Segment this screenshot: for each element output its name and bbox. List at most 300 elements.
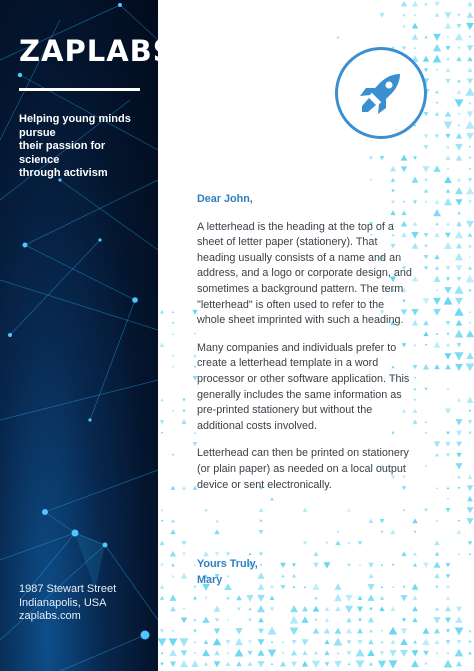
pattern-triangle: [401, 551, 406, 556]
pattern-triangle: [423, 364, 429, 370]
pattern-triangle: [381, 586, 384, 588]
pattern-triangle: [204, 597, 207, 600]
pattern-triangle: [390, 166, 396, 171]
pattern-triangle: [412, 606, 418, 611]
pattern-triangle: [436, 652, 439, 654]
pattern-triangle: [466, 352, 473, 359]
pattern-triangle: [270, 607, 275, 611]
pattern-triangle: [357, 640, 362, 645]
pattern-triangle: [435, 586, 438, 589]
pattern-triangle: [169, 649, 177, 656]
pattern-triangle: [204, 640, 209, 644]
pattern-triangle: [445, 23, 452, 29]
pattern-triangle: [423, 628, 430, 634]
pattern-triangle: [259, 530, 264, 534]
brand-name: ZAPLABS: [19, 34, 175, 68]
pattern-triangle: [194, 652, 197, 654]
pattern-triangle: [466, 363, 474, 371]
pattern-triangle: [466, 396, 473, 402]
pattern-triangle: [446, 563, 451, 567]
pattern-triangle: [436, 333, 439, 335]
pattern-triangle: [325, 542, 329, 545]
pattern-triangle: [413, 399, 416, 402]
pattern-triangle: [445, 508, 450, 513]
pattern-triangle: [302, 606, 308, 611]
street-address: 1987 Stewart Street: [19, 583, 117, 595]
pattern-triangle: [444, 121, 453, 129]
rocket-icon: [356, 68, 406, 118]
pattern-triangle: [270, 596, 275, 600]
pattern-triangle: [447, 168, 450, 170]
pattern-triangle: [434, 628, 440, 633]
pattern-triangle: [424, 245, 427, 248]
pattern-triangle: [194, 564, 196, 566]
pattern-triangle: [466, 187, 474, 194]
pattern-triangle: [456, 431, 462, 436]
pattern-triangle: [225, 640, 230, 645]
pattern-triangle: [171, 574, 174, 577]
pattern-triangle: [433, 298, 441, 305]
pattern-triangle: [214, 650, 220, 655]
pattern-triangle: [446, 46, 451, 50]
pattern-triangle: [389, 660, 398, 668]
pattern-triangle: [369, 608, 372, 611]
pattern-triangle: [467, 111, 474, 117]
pattern-triangle: [468, 233, 472, 237]
pattern-triangle: [466, 330, 474, 337]
pattern-triangle: [424, 663, 427, 666]
pattern-triangle: [169, 638, 178, 646]
pattern-triangle: [466, 507, 473, 513]
pattern-triangle: [455, 364, 463, 371]
pattern-triangle: [413, 377, 416, 380]
pattern-triangle: [457, 79, 460, 82]
pattern-triangle: [160, 629, 165, 633]
pattern-triangle: [214, 529, 219, 534]
pattern-triangle: [424, 233, 429, 237]
pattern-triangle: [391, 178, 396, 182]
pattern-triangle: [457, 178, 461, 181]
pattern-triangle: [436, 102, 439, 105]
pattern-triangle: [267, 626, 276, 634]
pattern-triangle: [412, 617, 417, 622]
pattern-triangle: [456, 199, 463, 205]
pattern-triangle: [446, 333, 449, 336]
pattern-triangle: [436, 69, 439, 71]
pattern-triangle: [424, 179, 427, 182]
pattern-triangle: [434, 232, 439, 237]
pattern-triangle: [434, 573, 439, 578]
pattern-triangle: [368, 563, 374, 568]
pattern-triangle: [227, 652, 229, 654]
pattern-triangle: [181, 419, 186, 424]
pattern-triangle: [435, 90, 438, 93]
paragraph: Many companies and individuals prefer to create a letterhead template in a word processor or other software application. This generally includes the same information as pre-printed stationery but without the additional costs involved.: [197, 341, 410, 432]
pattern-triangle: [381, 641, 384, 644]
pattern-triangle: [435, 552, 439, 556]
pattern-triangle: [455, 628, 464, 636]
website-link[interactable]: zaplabs.com: [19, 610, 81, 622]
pattern-triangle: [425, 344, 427, 346]
pattern-triangle: [335, 606, 340, 611]
pattern-triangle: [413, 640, 417, 643]
pattern-triangle: [337, 36, 340, 39]
pattern-triangle: [455, 330, 464, 338]
pattern-triangle: [423, 320, 429, 325]
pattern-triangle: [380, 156, 385, 160]
pattern-triangle: [446, 266, 450, 270]
pattern-triangle: [182, 553, 186, 556]
pattern-triangle: [315, 619, 318, 622]
pattern-triangle: [468, 541, 472, 545]
pattern-triangle: [434, 342, 441, 348]
pattern-triangle: [413, 552, 417, 556]
pattern-triangle: [381, 564, 384, 566]
pattern-triangle: [423, 563, 429, 568]
pattern-triangle: [369, 179, 372, 182]
pattern-triangle: [172, 630, 175, 632]
pattern-triangle: [325, 607, 329, 611]
pattern-triangle: [160, 310, 164, 314]
pattern-triangle: [367, 649, 374, 656]
pattern-triangle: [203, 551, 209, 556]
pattern-triangle: [455, 616, 462, 622]
pattern-triangle: [248, 607, 251, 610]
pattern-triangle: [424, 68, 428, 72]
pattern-triangle: [304, 586, 306, 588]
pattern-triangle: [433, 309, 441, 316]
pattern-triangle: [411, 309, 418, 316]
pattern-triangle: [425, 465, 428, 468]
pattern-triangle: [457, 211, 460, 214]
pattern-triangle: [466, 221, 474, 228]
pattern-triangle: [457, 90, 461, 94]
pattern-triangle: [402, 13, 405, 16]
pattern-triangle: [193, 630, 196, 633]
pattern-triangle: [346, 651, 351, 656]
pattern-triangle: [356, 649, 365, 657]
pattern-triangle: [458, 113, 460, 115]
pattern-triangle: [160, 420, 164, 424]
pattern-triangle: [172, 355, 175, 358]
pattern-triangle: [468, 178, 473, 182]
pattern-triangle: [445, 79, 450, 84]
pattern-triangle: [466, 11, 473, 17]
pattern-triangle: [444, 12, 451, 18]
pattern-triangle: [445, 134, 450, 139]
pattern-triangle: [346, 628, 352, 634]
paragraph: A letterhead is the heading at the top of a sheet of letter paper (stationery). That heading usually consists of a name and an address, and a logo or corporate design, and sometimes a background pattern. The term "letterhead" is often used to refer to the whole sheet imprinted with such a heading.: [197, 220, 412, 327]
pattern-triangle: [158, 638, 167, 646]
tagline: [19, 113, 149, 181]
pattern-triangle: [413, 596, 418, 600]
pattern-triangle: [369, 519, 374, 523]
pattern-triangle: [170, 529, 175, 534]
pattern-triangle: [458, 553, 460, 555]
pattern-triangle: [412, 650, 419, 656]
pattern-triangle: [423, 145, 428, 150]
pattern-triangle: [467, 56, 473, 61]
pattern-triangle: [346, 617, 351, 622]
pattern-triangle: [171, 486, 175, 490]
pattern-triangle: [465, 87, 474, 95]
letter-body: [197, 192, 412, 505]
pattern-triangle: [467, 45, 474, 51]
pattern-triangle: [235, 628, 242, 635]
pattern-triangle: [455, 144, 463, 151]
pattern-triangle: [467, 485, 474, 491]
pattern-triangle: [301, 639, 308, 645]
pattern-triangle: [436, 289, 439, 291]
pattern-triangle: [402, 46, 406, 50]
pattern-triangle: [454, 307, 463, 315]
city-country: Indianapolis, USA: [19, 596, 107, 609]
pattern-triangle: [236, 661, 242, 666]
pattern-triangle: [389, 627, 398, 635]
tagline-line: science: [19, 153, 60, 166]
pattern-triangle: [280, 585, 285, 590]
pattern-triangle: [172, 322, 174, 324]
pattern-triangle: [424, 2, 428, 5]
pattern-triangle: [367, 594, 374, 600]
pattern-triangle: [324, 628, 330, 634]
pattern-triangle: [181, 650, 187, 656]
pattern-triangle: [445, 111, 452, 117]
pattern-triangle: [455, 419, 462, 425]
pattern-triangle: [172, 410, 175, 412]
pattern-triangle: [334, 594, 342, 601]
pattern-triangle: [204, 662, 208, 665]
pattern-triangle: [446, 321, 451, 325]
pattern-triangle: [314, 596, 318, 599]
pattern-triangle: [202, 649, 210, 656]
pattern-triangle: [414, 47, 416, 49]
pattern-triangle: [445, 606, 451, 611]
pattern-triangle: [458, 520, 461, 522]
pattern-triangle: [303, 508, 308, 512]
pattern-triangle: [457, 277, 462, 281]
pattern-triangle: [457, 343, 462, 347]
pattern-triangle: [303, 541, 307, 545]
pattern-triangle: [171, 519, 175, 522]
pattern-triangle: [290, 616, 299, 624]
pattern-triangle: [458, 487, 461, 489]
pattern-triangle: [468, 200, 472, 204]
pattern-triangle: [435, 200, 440, 204]
pattern-triangle: [358, 619, 362, 622]
pattern-triangle: [169, 594, 176, 600]
pattern-triangle: [446, 189, 450, 193]
pattern-triangle: [411, 232, 418, 239]
closing-block: [197, 557, 258, 588]
pattern-triangle: [368, 639, 374, 644]
pattern-triangle: [433, 275, 440, 281]
pattern-triangle: [455, 231, 463, 238]
pattern-triangle: [469, 553, 471, 555]
pattern-triangle: [226, 662, 231, 666]
pattern-triangle: [161, 520, 164, 522]
pattern-triangle: [292, 640, 297, 644]
pattern-triangle: [271, 663, 274, 665]
pattern-triangle: [435, 13, 439, 17]
pattern-triangle: [456, 221, 461, 226]
pattern-triangle: [369, 157, 373, 160]
pattern-triangle: [434, 2, 440, 7]
pattern-triangle: [402, 24, 405, 27]
pattern-triangle: [424, 509, 428, 512]
pattern-triangle: [292, 574, 296, 577]
pattern-triangle: [335, 540, 340, 545]
pattern-triangle: [457, 398, 461, 402]
pattern-triangle: [412, 221, 417, 226]
pattern-triangle: [402, 618, 406, 622]
pattern-triangle: [454, 99, 463, 107]
pattern-triangle: [248, 618, 252, 621]
pattern-triangle: [400, 650, 408, 657]
pattern-triangle: [204, 508, 207, 511]
tagline-line: Helping young minds: [19, 113, 131, 125]
pattern-triangle: [434, 441, 441, 447]
pattern-triangle: [423, 56, 429, 62]
pattern-triangle: [180, 660, 188, 667]
pattern-triangle: [469, 168, 472, 170]
pattern-triangle: [390, 606, 395, 611]
pattern-triangle: [313, 628, 320, 634]
pattern-triangle: [181, 573, 187, 579]
tagline-line: through activism: [19, 167, 108, 179]
pattern-triangle: [436, 487, 439, 489]
pattern-triangle: [413, 200, 417, 204]
pattern-triangle: [258, 617, 264, 622]
pattern-triangle: [445, 618, 451, 623]
pattern-triangle: [172, 311, 174, 313]
pattern-triangle: [435, 266, 439, 270]
pattern-triangle: [357, 628, 363, 633]
pattern-triangle: [424, 266, 428, 270]
pattern-triangle: [456, 133, 462, 139]
pattern-triangle: [424, 255, 429, 259]
pattern-triangle: [446, 145, 450, 148]
pattern-triangle: [246, 595, 254, 602]
pattern-triangle: [455, 463, 462, 470]
pattern-triangle: [336, 651, 339, 654]
pattern-triangle: [391, 640, 396, 644]
pattern-triangle: [455, 298, 463, 305]
pattern-triangle: [160, 585, 165, 589]
pattern-triangle: [335, 628, 342, 634]
pattern-triangle: [280, 661, 286, 666]
pattern-triangle: [446, 640, 450, 644]
pattern-triangle: [194, 366, 197, 368]
pattern-triangle: [170, 662, 176, 668]
pattern-triangle: [446, 453, 450, 457]
pattern-triangle: [445, 409, 451, 415]
pattern-triangle: [226, 552, 230, 556]
pattern-triangle: [433, 44, 441, 52]
pattern-triangle: [214, 606, 221, 612]
pattern-triangle: [268, 649, 277, 657]
pattern-triangle: [227, 619, 230, 621]
pattern-triangle: [414, 14, 417, 17]
pattern-triangle: [172, 333, 175, 335]
pattern-triangle: [468, 651, 472, 654]
pattern-triangle: [160, 596, 164, 600]
pattern-triangle: [414, 531, 417, 533]
pattern-triangle: [248, 640, 252, 644]
pattern-triangle: [260, 564, 262, 566]
pattern-triangle: [182, 410, 185, 413]
pattern-triangle: [400, 595, 407, 601]
pattern-triangle: [181, 618, 187, 624]
pattern-triangle: [469, 256, 472, 258]
pattern-triangle: [467, 67, 472, 72]
pattern-triangle: [170, 551, 176, 557]
paragraph: Letterhead can then be printed on stationery (or plain paper) as needed on a local output device or sent electronically.: [197, 447, 409, 491]
pattern-triangle: [455, 33, 463, 41]
pattern-triangle: [159, 540, 164, 545]
pattern-triangle: [369, 574, 374, 578]
pattern-triangle: [412, 1, 418, 7]
pattern-triangle: [389, 650, 396, 657]
pattern-triangle: [215, 618, 219, 622]
pattern-triangle: [457, 530, 462, 534]
pattern-triangle: [202, 616, 209, 622]
pattern-triangle: [456, 265, 463, 271]
pattern-triangle: [424, 35, 427, 38]
pattern-triangle: [445, 442, 450, 447]
pattern-triangle: [469, 322, 472, 325]
pattern-triangle: [412, 320, 418, 326]
pattern-triangle: [435, 607, 439, 611]
pattern-triangle: [324, 650, 329, 655]
pattern-triangle: [379, 13, 384, 18]
pattern-triangle: [259, 520, 262, 523]
pattern-triangle: [446, 277, 450, 281]
pattern-triangle: [469, 311, 472, 313]
pattern-triangle: [469, 36, 472, 38]
pattern-triangle: [182, 486, 186, 490]
pattern-triangle: [434, 254, 439, 259]
pattern-triangle: [214, 628, 221, 634]
pattern-triangle: [468, 266, 472, 270]
pattern-triangle: [445, 233, 451, 238]
pattern-triangle: [468, 101, 471, 104]
pattern-triangle: [325, 640, 330, 644]
pattern-triangle: [447, 498, 449, 500]
pattern-triangle: [182, 399, 185, 402]
pattern-triangle: [183, 608, 186, 610]
pattern-triangle: [390, 529, 395, 534]
pattern-triangle: [457, 24, 462, 28]
pattern-triangle: [422, 638, 430, 645]
pattern-triangle: [312, 661, 321, 669]
pattern-triangle: [447, 58, 450, 61]
pattern-triangle: [467, 496, 473, 501]
pattern-triangle: [446, 629, 450, 633]
pattern-triangle: [182, 541, 187, 545]
pattern-triangle: [446, 432, 450, 435]
pattern-triangle: [412, 584, 419, 590]
pattern-triangle: [194, 432, 196, 434]
pattern-triangle: [301, 616, 308, 623]
pattern-triangle: [381, 630, 384, 632]
pattern-triangle: [170, 606, 176, 611]
pattern-triangle: [401, 628, 408, 634]
tagline-line: pursue: [19, 126, 56, 139]
pattern-triangle: [257, 572, 264, 579]
pattern-triangle: [214, 661, 221, 667]
pattern-triangle: [422, 166, 429, 173]
